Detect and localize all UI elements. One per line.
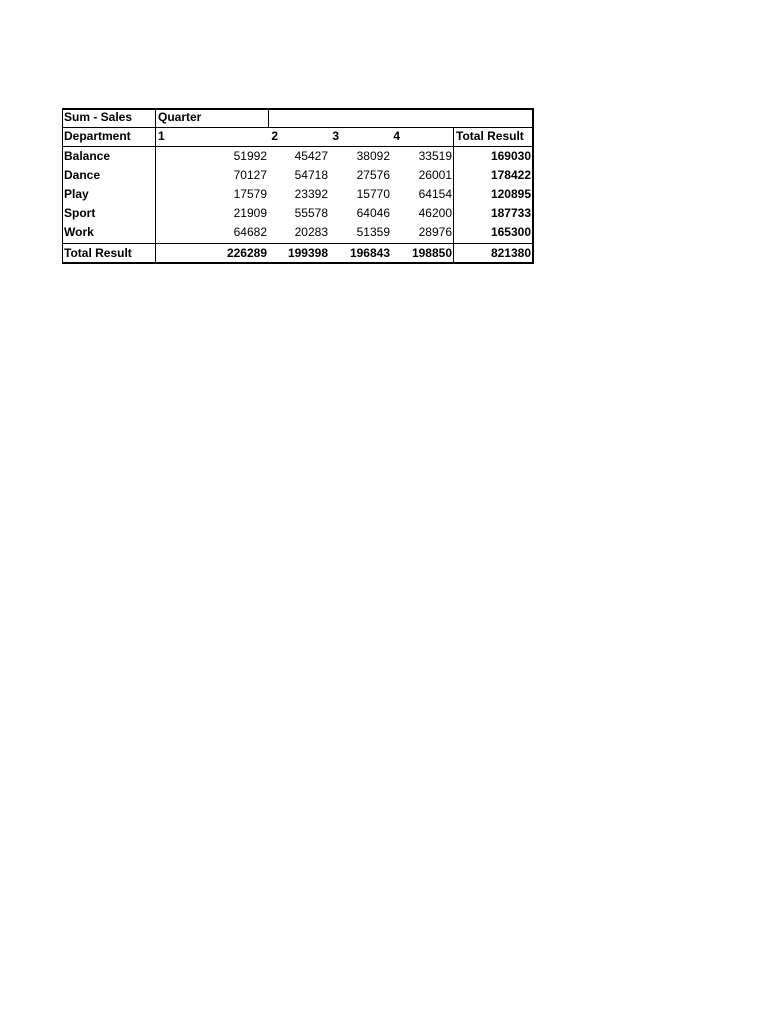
- value-cell: 23392: [294, 187, 328, 201]
- value-cell: 51992: [233, 149, 267, 163]
- row-total-cell: 165300: [490, 225, 531, 239]
- rule-quarter-field: [268, 108, 269, 127]
- value-cell: 64046: [356, 206, 390, 220]
- border-right: [532, 108, 534, 264]
- column-header-q2: 2: [271, 129, 278, 143]
- grand-total-label: Total Result: [64, 246, 132, 260]
- value-cell: 27576: [356, 168, 390, 182]
- row-total-cell: 169030: [490, 149, 531, 163]
- grand-total-cell: 821380: [490, 246, 531, 260]
- row-total-cell: 178422: [490, 168, 531, 182]
- value-cell: 33519: [418, 149, 452, 163]
- value-cell: 55578: [294, 206, 328, 220]
- column-header-q1: 1: [158, 129, 165, 143]
- value-cell: 64682: [233, 225, 267, 239]
- column-total-cell: 226289: [226, 246, 267, 260]
- column-total-cell: 199398: [287, 246, 328, 260]
- value-cell: 51359: [356, 225, 390, 239]
- value-cell: 21909: [233, 206, 267, 220]
- column-header-q3: 3: [332, 129, 339, 143]
- value-cell: 28976: [418, 225, 452, 239]
- value-cell: 17579: [233, 187, 267, 201]
- value-cell: 26001: [418, 168, 452, 182]
- row-label: Work: [64, 225, 94, 239]
- row-field-label: Department: [64, 129, 131, 143]
- value-cell: 64154: [418, 187, 452, 201]
- data-field-label: Sum - Sales: [64, 110, 133, 124]
- column-header-q4: 4: [393, 129, 400, 143]
- row-label: Balance: [64, 149, 111, 163]
- value-cell: 54718: [294, 168, 328, 182]
- value-cell: 38092: [356, 149, 390, 163]
- column-total-cell: 198850: [411, 246, 452, 260]
- row-label: Sport: [64, 206, 96, 220]
- value-cell: 45427: [294, 149, 328, 163]
- row-label: Play: [64, 187, 89, 201]
- column-total-cell: 196843: [349, 246, 390, 260]
- column-header-total: Total Result: [456, 129, 524, 143]
- value-cell: 70127: [233, 168, 267, 182]
- value-cell: 46200: [418, 206, 452, 220]
- row-label: Dance: [64, 168, 101, 182]
- row-total-cell: 120895: [490, 187, 531, 201]
- column-field-label: Quarter: [158, 110, 202, 124]
- row-total-cell: 187733: [490, 206, 531, 220]
- pivot-table: [62, 108, 533, 264]
- value-cell: 15770: [356, 187, 390, 201]
- value-cell: 20283: [294, 225, 328, 239]
